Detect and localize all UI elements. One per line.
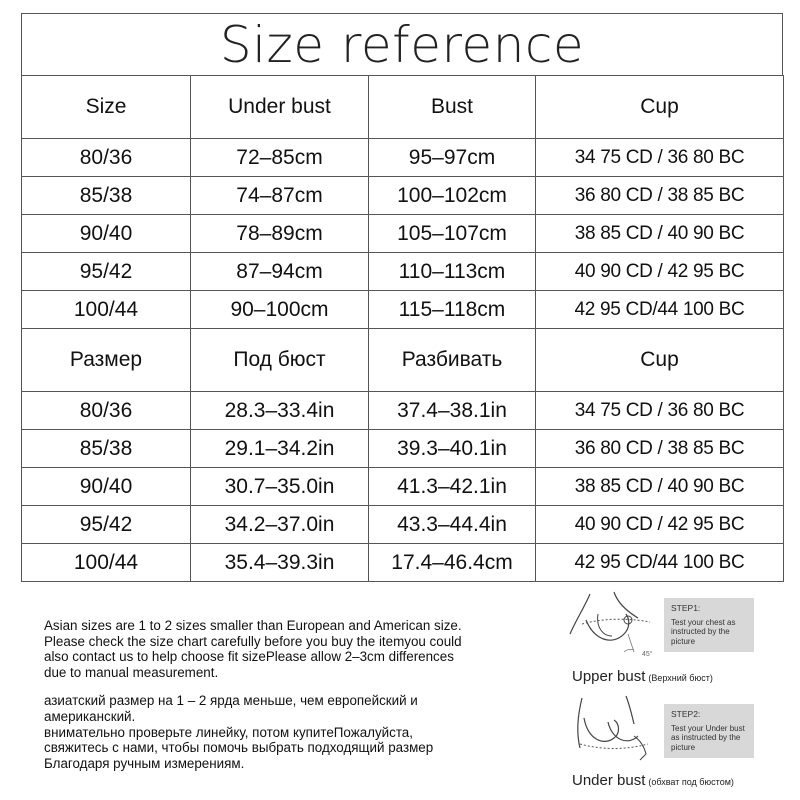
- underbust-cell: 34.2–37.0in: [191, 506, 369, 544]
- step1-card: [664, 598, 754, 652]
- header-cell: Size: [22, 76, 191, 139]
- table-row: [22, 291, 784, 329]
- table-row: [22, 544, 784, 582]
- step2-text: Test your Under bust as instructed by the picture: [671, 723, 745, 752]
- bust-cell: 41.3–42.1in: [369, 468, 536, 506]
- table-row: [22, 506, 784, 544]
- size-cell: 95/42: [22, 506, 191, 544]
- size-table: [21, 75, 784, 582]
- under-bust-figure: [568, 694, 658, 772]
- size-cell: 100/44: [22, 291, 191, 329]
- under-bust-label-ru: (обхват под бюстом): [648, 777, 734, 787]
- angle-label: 45°: [642, 651, 653, 658]
- header-cell: Под бюст: [191, 329, 369, 392]
- note-line: внимательно проверьте линейку, потом купитеПожалуйста,: [44, 724, 413, 740]
- size-cell: 90/40: [22, 215, 191, 253]
- under-bust-label: Under bust: [572, 772, 646, 789]
- table-row: [22, 139, 784, 177]
- underbust-cell: 72–85cm: [191, 139, 369, 177]
- size-cell: 80/36: [22, 139, 191, 177]
- size-cell: 85/38: [22, 430, 191, 468]
- bust-cell: 105–107cm: [369, 215, 536, 253]
- header-row-cm: [22, 76, 784, 139]
- size-cell: 80/36: [22, 392, 191, 430]
- step2-card: [664, 704, 754, 758]
- bust-cell: 37.4–38.1in: [369, 392, 536, 430]
- header-cell: Cup: [536, 329, 784, 392]
- bust-cell: 17.4–46.4cm: [369, 544, 536, 582]
- size-cell: 100/44: [22, 544, 191, 582]
- bust-cell: 39.3–40.1in: [369, 430, 536, 468]
- table-row: [22, 392, 784, 430]
- title-row: [21, 13, 783, 75]
- upper-bust-figure: [568, 590, 658, 670]
- header-cell: Bust: [369, 76, 536, 139]
- bust-cell: 100–102cm: [369, 177, 536, 215]
- upper-bust-caption: [572, 668, 713, 686]
- bust-cell: 43.3–44.4in: [369, 506, 536, 544]
- bust-cell: 95–97cm: [369, 139, 536, 177]
- underbust-cell: 30.7–35.0in: [191, 468, 369, 506]
- cup-cell: 42 95 CD/44 100 BC: [536, 544, 784, 582]
- underbust-cell: 28.3–33.4in: [191, 392, 369, 430]
- header-cell: Cup: [536, 76, 784, 139]
- step1-title: STEP1:: [671, 603, 701, 613]
- step2-title: STEP2:: [671, 709, 701, 719]
- cup-cell: 38 85 CD / 40 90 BC: [536, 215, 784, 253]
- note-line: Please check the size chart carefully before you buy the itemyou could: [44, 633, 462, 649]
- size-cell: 95/42: [22, 253, 191, 291]
- cup-cell: 42 95 CD/44 100 BC: [536, 291, 784, 329]
- cup-cell: 38 85 CD / 40 90 BC: [536, 468, 784, 506]
- cup-cell: 40 90 CD / 42 95 BC: [536, 506, 784, 544]
- underbust-cell: 74–87cm: [191, 177, 369, 215]
- cup-cell: 34 75 CD / 36 80 BC: [536, 139, 784, 177]
- note-line: Asian sizes are 1 to 2 sizes smaller than European and American size.: [44, 618, 462, 633]
- size-cell: 90/40: [22, 468, 191, 506]
- underbust-cell: 78–89cm: [191, 215, 369, 253]
- header-cell: Разбивать: [369, 329, 536, 392]
- table-row: [22, 177, 784, 215]
- under-bust-caption: [572, 772, 734, 790]
- header-cell: Under bust: [191, 76, 369, 139]
- underbust-cell: 35.4–39.3in: [191, 544, 369, 582]
- bust-cell: 110–113cm: [369, 253, 536, 291]
- note-line: Благодаря ручным измерениям.: [44, 755, 245, 771]
- cup-cell: 36 80 CD / 38 85 BC: [536, 430, 784, 468]
- note-line: due to manual measurement.: [44, 664, 219, 680]
- table-row: [22, 468, 784, 506]
- note-line: американский.: [44, 708, 136, 724]
- table-row: [22, 215, 784, 253]
- step1-text: Test your chest as instructed by the picture: [671, 617, 736, 646]
- header-row-in: [22, 329, 784, 392]
- header-cell: Размер: [22, 329, 191, 392]
- cup-cell: 40 90 CD / 42 95 BC: [536, 253, 784, 291]
- cup-cell: 34 75 CD / 36 80 BC: [536, 392, 784, 430]
- cup-cell: 36 80 CD / 38 85 BC: [536, 177, 784, 215]
- page-title: Size reference: [219, 15, 585, 74]
- table-row: [22, 253, 784, 291]
- underbust-cell: 90–100cm: [191, 291, 369, 329]
- upper-bust-label-ru: (Верхний бюст): [648, 673, 713, 683]
- note-line: свяжитесь с нами, чтобы помочь выбрать подходящий размер: [44, 740, 434, 756]
- upper-bust-illustration: [568, 590, 658, 670]
- table-row: [22, 430, 784, 468]
- underbust-cell: 87–94cm: [191, 253, 369, 291]
- bust-cell: 115–118cm: [369, 291, 536, 329]
- note-line: also contact us to help choose fit sizePlease allow 2–3cm differences: [44, 649, 454, 665]
- size-cell: 85/38: [22, 177, 191, 215]
- under-bust-illustration: [568, 694, 658, 772]
- upper-bust-label: Upper bust: [572, 668, 646, 685]
- sizing-notes: [44, 618, 564, 771]
- underbust-cell: 29.1–34.2in: [191, 430, 369, 468]
- note-line: азиатский размер на 1 – 2 ярда меньше, чем европейский и: [44, 693, 418, 709]
